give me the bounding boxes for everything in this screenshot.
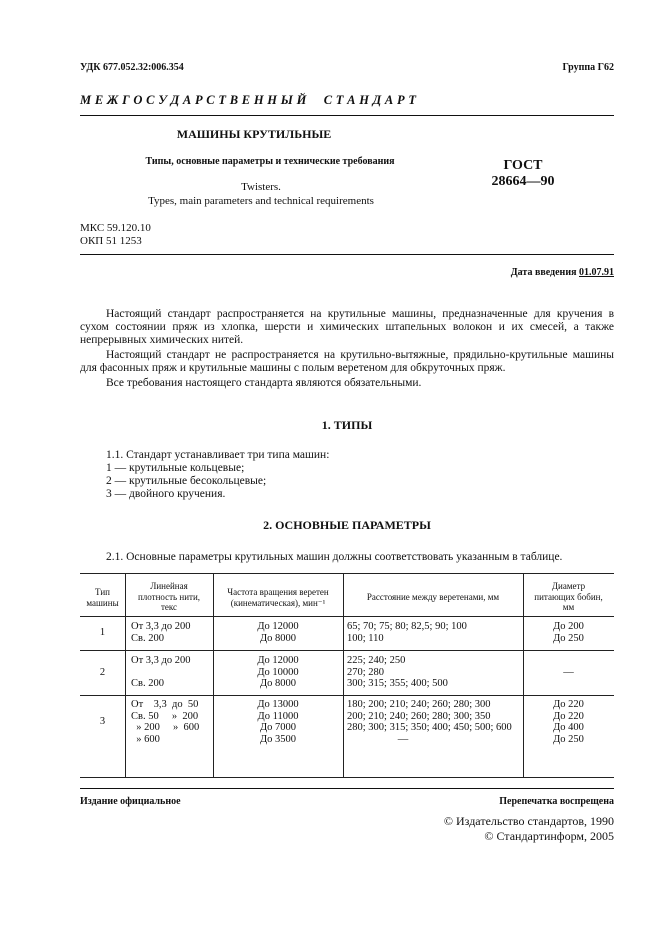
section1-lead: 1.1. Стандарт устанавливает три типа машин: bbox=[106, 449, 330, 461]
table-row-1-type: 1 bbox=[99, 627, 106, 638]
footer-rule bbox=[80, 788, 614, 789]
reprint-notice: Перепечатка воспрещена bbox=[499, 796, 614, 807]
intro-date-value: 01.07.91 bbox=[579, 267, 614, 278]
doc-title: МАШИНЫ КРУТИЛЬНЫЕ bbox=[176, 127, 332, 141]
table-row-rule-1 bbox=[80, 650, 614, 651]
group-code: Группа Г62 bbox=[562, 62, 614, 73]
en-title: Twisters. bbox=[241, 181, 281, 193]
table-row-1-speed: До 12000 До 8000 bbox=[257, 621, 299, 644]
table-row-2-type: 2 bbox=[99, 667, 106, 678]
table-row-3-type: 3 bbox=[99, 716, 106, 727]
gost-number: 28664—90 bbox=[491, 174, 555, 189]
title-rule bbox=[80, 254, 614, 255]
intro-text bbox=[80, 308, 614, 390]
en-subtitle: Types, main parameters and technical requirements bbox=[148, 195, 374, 207]
intro-date-label: Дата введения bbox=[510, 267, 577, 278]
table-row-2-speed: До 12000 До 10000 До 8000 bbox=[257, 655, 299, 689]
section1-heading: 1. ТИПЫ bbox=[321, 418, 373, 432]
gost-label: ГОСТ bbox=[503, 158, 543, 173]
copyright-1: © Издательство стандартов, 1990 bbox=[443, 814, 614, 828]
table-row-3-distance-last: — bbox=[397, 733, 409, 745]
mks-code: МКС 59.120.10 bbox=[80, 222, 151, 234]
header-rule bbox=[80, 115, 614, 116]
table-header-distance: Расстояние между веретенами, мм bbox=[366, 592, 500, 602]
table-col-sep-3 bbox=[343, 573, 344, 777]
table-row-1-distance: 65; 70; 75; 80; 82,5; 90; 100 100; 110 bbox=[347, 621, 467, 644]
table-row-3-speed: До 13000 До 11000 До 7000 До 3500 bbox=[257, 699, 299, 745]
type-item-3: 3 — двойного кручения. bbox=[106, 488, 226, 500]
type-item-1: 1 — крутильные кольцевые; bbox=[106, 462, 245, 474]
table-header-speed: Частота вращения веретен (кинематическая), мин⁻¹ bbox=[227, 587, 329, 608]
table-header-rule bbox=[80, 616, 614, 617]
table-header-type: Тип машины bbox=[86, 587, 119, 608]
intro-paragraph-1: Настоящий стандарт распространяется на крутильные машины, предназначенные для кручения в сухом состоянии пряж из хлопка, шерсти и химических штапельных волокон и их смесей, а также непрерывных химических нитей. bbox=[80, 308, 614, 346]
table-header-density: Линейная плотность нити, текс bbox=[137, 581, 201, 612]
type-item-2: 2 — крутильные бесокольцевые; bbox=[106, 475, 267, 487]
table-top-rule bbox=[80, 573, 614, 574]
intro-paragraph-3: Все требования настоящего стандарта являются обязательными. bbox=[106, 377, 422, 389]
standard-kind: М Е Ж Г О С У Д А Р С Т В Е Н Н Ы Й С Т А Н Д А Р Т bbox=[80, 93, 417, 107]
table-bottom-rule bbox=[80, 777, 614, 778]
doc-subtitle: Типы, основные параметры и технические требования bbox=[145, 156, 395, 167]
section2-lead: 2.1. Основные параметры крутильных машин должны соответствовать указанным в таблице. bbox=[106, 551, 563, 563]
table-row-1-diameter: До 200 До 250 bbox=[553, 621, 584, 644]
table-row-rule-2 bbox=[80, 695, 614, 696]
table-row-3-diameter: До 220 До 220 До 400 До 250 bbox=[553, 699, 584, 745]
table-row-2-distance: 225; 240; 250 270; 280 300; 315; 355; 400; 500 bbox=[347, 655, 448, 689]
okp-code: ОКП 51 1253 bbox=[80, 235, 142, 247]
official-edition: Издание официальное bbox=[80, 796, 181, 807]
table-row-3-density: От 3,3 до 50 Св. 50 » 200 » 200 » 600 » 600 bbox=[131, 699, 200, 745]
intro-date bbox=[511, 267, 614, 278]
udk-code: УДК 677.052.32:006.354 bbox=[80, 62, 184, 73]
copyright-2: © Стандартинформ, 2005 bbox=[484, 829, 614, 843]
table-row-2-density: От 3,3 до 200 Св. 200 bbox=[131, 655, 191, 689]
table-row-2-diameter: — bbox=[563, 667, 574, 678]
table-row-3-distance: 180; 200; 210; 240; 260; 280; 300 200; 210; 240; 260; 280; 300; 350 280; 300; 315; 350; 400; 450; 500; 600 bbox=[347, 699, 512, 733]
table-row-1-density: От 3,3 до 200 Св. 200 bbox=[131, 621, 191, 644]
section2-heading: 2. ОСНОВНЫЕ ПАРАМЕТРЫ bbox=[263, 518, 431, 532]
table-header-diameter: Диаметр питающих бобин, мм bbox=[534, 581, 603, 612]
intro-paragraph-2: Настоящий стандарт не распространяется на крутильно-вытяжные, прядильно-крутильные машины для фасонных пряж и крутильные машины с полым веретеном для обкруточных пряж. bbox=[80, 349, 614, 374]
